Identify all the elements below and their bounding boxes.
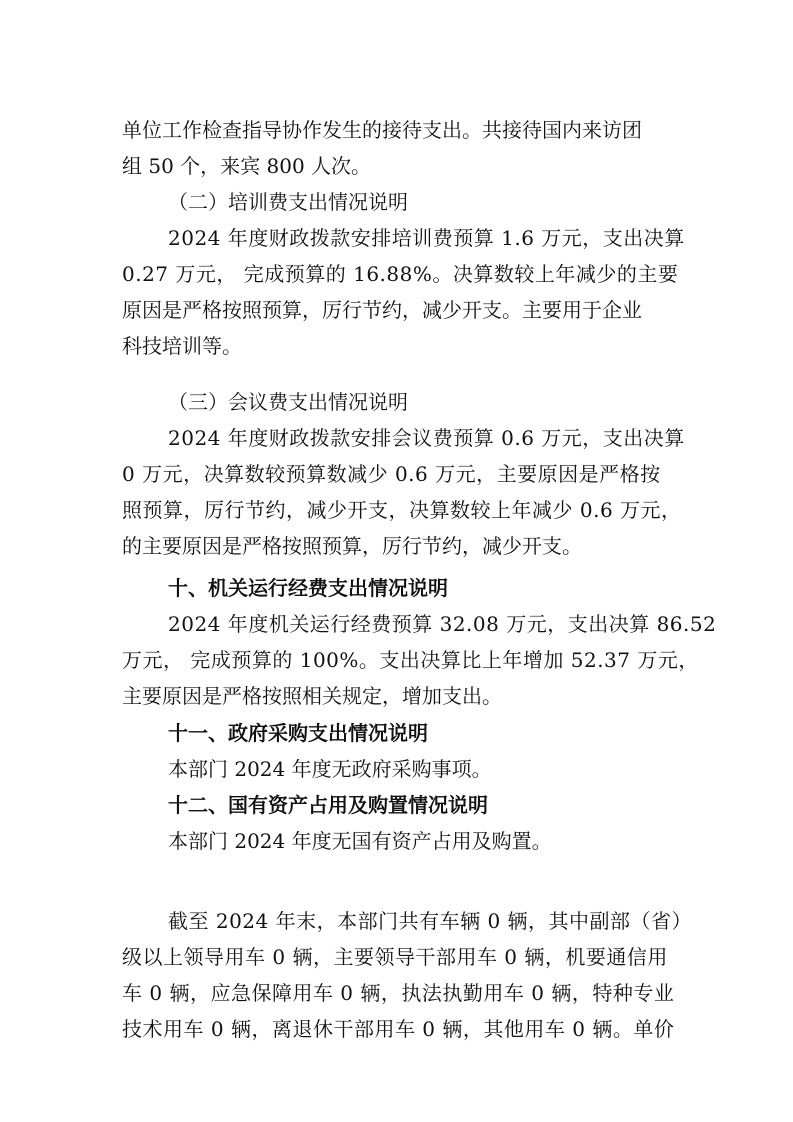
paragraph-operating-line-3: 主要原因是严格按照相关规定，增加支出。 [122,684,502,708]
paragraph-training-line-4: 科技培训等。 [122,334,242,358]
paragraph-meeting-line-1: 2024 年度财政拨款安排会议费预算 0.6 万元，支出决算 [168,426,685,450]
paragraph-operating-line-1: 2024 年度机关运行经费预算 32.08 万元，支出决算 86.52 [168,612,717,636]
paragraph-meeting-line-2: 0 万元，决算数较预算数减少 0.6 万元，主要原因是严格按 [122,462,661,486]
paragraph-vehicles-line-3: 车 0 辆，应急保障用车 0 辆，执法执勤用车 0 辆，特种专业 [122,981,675,1005]
paragraph-training-line-2: 0.27 万元， 完成预算的 16.88%。决算数较上年减少的主要 [122,262,679,286]
paragraph-training-line-1: 2024 年度财政拨款安排培训费预算 1.6 万元，支出决算 [168,226,685,250]
paragraph-vehicles-line-1: 截至 2024 年末，本部门共有车辆 0 辆，其中副部（省） [168,909,693,933]
section-heading-state-assets: 十二、国有资产占用及购置情况说明 [168,793,488,817]
paragraph-assets-summary: 本部门 2024 年度无国有资产占用及购置。 [168,829,552,853]
paragraph-reception-line-1: 单位工作检查指导协作发生的接待支出。共接待国内来访团 [122,118,642,142]
paragraph-vehicles-line-2: 级以上领导用车 0 辆，主要领导干部用车 0 辆，机要通信用 [122,945,668,969]
paragraph-training-line-3: 原因是严格按照预算，厉行节约，减少开支。主要用于企业 [122,298,642,322]
paragraph-meeting-line-3: 照预算，厉行节约，减少开支，决算数较上年减少 0.6 万元， [122,498,682,522]
paragraph-operating-line-2: 万元， 完成预算的 100%。支出决算比上年增加 52.37 万元， [122,648,699,672]
section-heading-procurement: 十一、政府采购支出情况说明 [168,721,428,745]
paragraph-meeting-line-4: 的主要原因是严格按照预算，厉行节约，减少开支。 [122,534,582,558]
paragraph-vehicles-line-4: 技术用车 0 辆，离退休干部用车 0 辆，其他用车 0 辆。单价 [122,1017,675,1041]
paragraph-reception-line-2: 组 50 个，来宾 800 人次。 [122,154,372,178]
section-heading-operating-expenses: 十、机关运行经费支出情况说明 [168,576,448,600]
section-heading-training: （二）培训费支出情况说明 [168,190,408,214]
section-heading-meeting: （三）会议费支出情况说明 [168,390,408,414]
paragraph-procurement: 本部门 2024 年度无政府采购事项。 [168,757,492,781]
